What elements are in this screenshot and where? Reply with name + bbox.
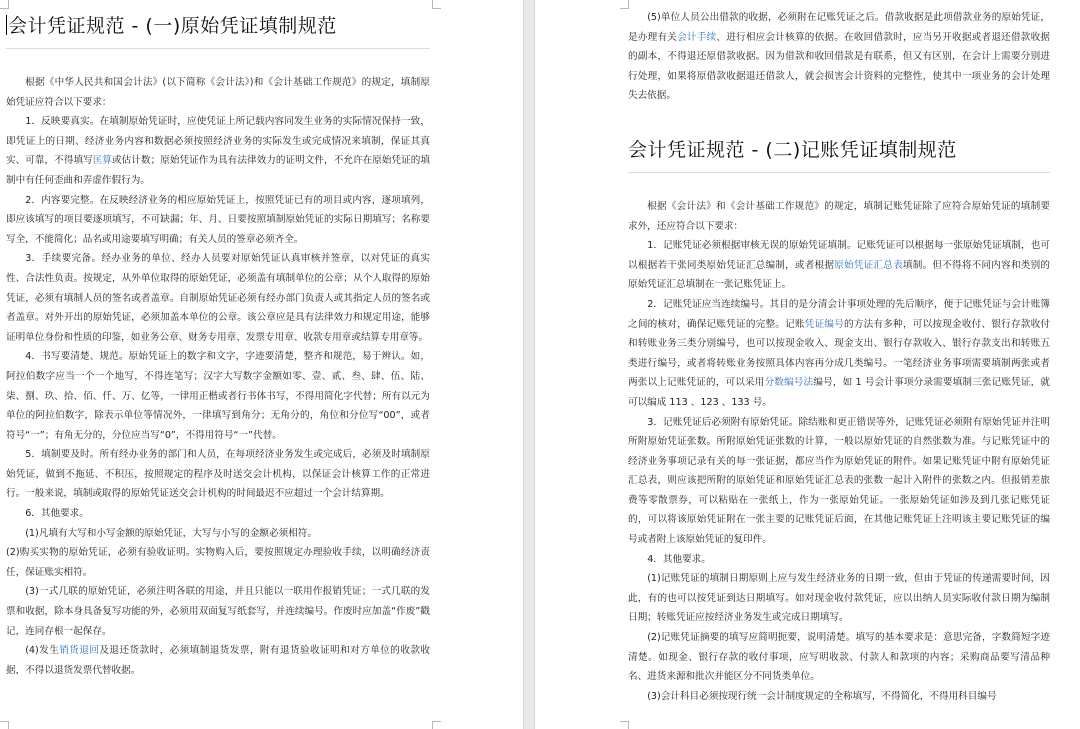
hyperlink[interactable]: 凭证编号 bbox=[804, 318, 845, 330]
paragraph-text: 根据《中华人民共和国会计法》(以下简称《会计法》)和《会计基础工作规范》的规定，填制原始凭证应符合以下要求： bbox=[6, 77, 430, 108]
paragraph bbox=[628, 295, 1050, 413]
paragraph bbox=[6, 641, 430, 680]
paragraph-text: (4)发生 bbox=[25, 645, 60, 657]
paragraph-text: 、进行相应会计核算的依据。在收回借款时，应当另开收据或者退还借款收据的副本，不得退还原借款收据。因为借款和收回借款是有联系，但又有区别，在会计上需要分别进行处理，如果将原借款收据退还借款人，就会损害会计资料的完整性，使其中一项业务的会计处理失去依据。 bbox=[628, 31, 1051, 102]
page-corner-mark bbox=[432, 721, 441, 729]
paragraph bbox=[628, 413, 1050, 550]
paragraph-text: 6．其他要求。 bbox=[25, 508, 89, 520]
paragraph bbox=[628, 550, 1050, 570]
paragraph-text: (3)会计科目必须按现行统一会计制度规定的全称填写，不得简化，不得用科目编号 bbox=[647, 690, 997, 702]
paragraph-text: 编号，如 1 号会计事项分录需要填制三张记账凭证，就可以编成 113 、123 、133 号。 bbox=[628, 377, 1051, 408]
hyperlink[interactable]: 会计手续 bbox=[677, 31, 717, 43]
paragraph bbox=[6, 504, 430, 524]
paragraph bbox=[6, 543, 430, 582]
paragraph bbox=[6, 191, 430, 250]
paragraph-text: 的方法有多种，可以按现金收付、银行存款收付和转账业务三类分别编号，也可以按现金收入、现金支出、银行存款收入、银行存款支出和转账五类进行编号，或者将转账业务按照具体内容再分成几类编号。一笔经济业务事项需要填制两张或者两张以上记账凭证的，可以采用 bbox=[628, 318, 1051, 389]
page-text-area[interactable] bbox=[6, 12, 430, 680]
paragraph bbox=[6, 347, 430, 445]
paragraph-text: (5)单位人员公出借款的收据，必须附在记账凭证之后。借款收据是此项借款业务的原始凭证，是办理有关 bbox=[628, 12, 1050, 43]
page-separator bbox=[523, 0, 535, 729]
section-heading: 会计凭证规范 - (一)原始凭证填制规范 bbox=[6, 12, 430, 49]
section-heading: 会计凭证规范 - (二)记账凭证填制规范 bbox=[628, 136, 1050, 173]
paragraph-text: 2．记账凭证应当连续编号。其目的是分清会计事项处理的先后顺序，便于记账凭证与会计账簿之间的核对，确保记账凭证的完整。记账 bbox=[628, 298, 1050, 330]
paragraph bbox=[628, 8, 1050, 106]
document-page-left bbox=[0, 0, 523, 729]
paragraph bbox=[6, 249, 430, 347]
paragraph-text: (3)一式几联的原始凭证，必须注明各联的用途，并且只能以一联用作报销凭证；一式几联的发票和收据，除本身具备复写功能的外，必须用双面复写纸套写，并连续编号。作废时应加盖“作废”戳记，连同存根一起保存。 bbox=[6, 586, 430, 637]
paragraph-text: 4．其他要求。 bbox=[647, 553, 711, 565]
text-cursor bbox=[6, 15, 7, 35]
page-corner-mark bbox=[0, 721, 9, 729]
paragraph bbox=[628, 236, 1050, 295]
page-text-area[interactable] bbox=[628, 8, 1050, 706]
paragraph bbox=[628, 197, 1050, 236]
hyperlink[interactable]: 销货退回 bbox=[59, 645, 100, 657]
paragraph bbox=[628, 687, 1050, 707]
hyperlink[interactable]: 匡算 bbox=[92, 155, 113, 167]
paragraph bbox=[628, 569, 1050, 628]
page-corner-mark bbox=[0, 0, 9, 9]
paragraph-list bbox=[628, 8, 1050, 106]
paragraph-text: 填制。但不得将不同内容和类别的原始凭证汇总填制在一张记账凭证上。 bbox=[628, 259, 1050, 291]
paragraph-text: (2)记账凭证摘要的填写应简明扼要，说明清楚。填写的基本要求是：意思完备，字数简短字迹清楚。如现金、银行存款的收付事项，应写明收款、付款人和款项的内容；采购商品要写清品种名、进货来源和批次并能区分不同货类单位。 bbox=[628, 632, 1050, 683]
document-page-right bbox=[535, 0, 1080, 729]
paragraph-text: 2．内容要完整。在反映经济业务的相应原始凭证上，按照凭证已有的项目或内容，逐项填列，即应该填写的项目要逐项填写，不可缺漏；年、月、日要按照填制原始凭证的实际日期填写；名称要写全，不能简化；品名或用途要填写明确；有关人员的签章必须齐全。 bbox=[6, 194, 430, 245]
hyperlink[interactable]: 原始凭证汇总表 bbox=[834, 259, 903, 271]
page-corner-mark bbox=[620, 721, 629, 729]
paragraph bbox=[628, 628, 1050, 687]
paragraph bbox=[6, 445, 430, 504]
page-corner-mark bbox=[432, 0, 441, 9]
paragraph-text: 4．书写要清楚、规范。原始凭证上的数字和文字，字迹要清楚，整齐和规范，易于辨认。如，阿拉伯数字应当一个一个地写，不得连笔写；汉字大写数字金额如零、壹、贰、叁、肆、伍、陆、柒、捌、玖、拾、佰、仟、万、亿等，一律用正楷或者行书体书写，不得用简化字代替；所有以元为单位的阿拉伯数字，除表示单位等情况外，一律填写到角分；无角分的，角位和分位写“00”，或者符号“一”；有角无分的，分位应当写“0”，不得用符号“一”代替。 bbox=[6, 351, 430, 441]
paragraph bbox=[6, 524, 430, 544]
paragraph-list bbox=[628, 197, 1050, 706]
paragraph-text: (2)购买实物的原始凭证，必须有验收证明。实物购入后，要按照规定办理验收手续，以明确经济责任，保证账实相符。 bbox=[6, 547, 430, 578]
paragraph bbox=[6, 582, 430, 641]
paragraph-text: 1．反映要真实。在填制原始凭证时，应使凭证上所记载内容同发生业务的实际情况保持一致，即凭证上的日期、经济业务内容和数据必须按照经济业务的实际发生或完成情况来填制，保证其真实、可靠，不得填写 bbox=[6, 116, 430, 167]
paragraph-text: 根据《会计法》和《会计基础工作规范》的规定，填制记账凭证除了应符合原始凭证的填制要求外，还应符合以下要求： bbox=[628, 200, 1050, 232]
paragraph-list bbox=[6, 73, 430, 680]
hyperlink[interactable]: 分数编号法 bbox=[764, 377, 814, 389]
paragraph-text: 及退还货款时，必须填制退货发票，附有退货验收证明和对方单位的收款收据，不得以退货发票代替收据。 bbox=[6, 645, 430, 676]
paragraph-text: 5．填制要及时。所有经办业务的部门和人员，在每项经济业务发生或完成后，必须及时填制原始凭证，做到不拖延、不积压，按照规定的程序及时送交会计机构，以保证会计核算工作的正常进行。一般来说，填制或取得的原始凭证送交会计机构的时间最迟不应超过一个会计结算期。 bbox=[6, 449, 430, 500]
paragraph-text: 1．记账凭证必须根据审核无误的原始凭证填制。记账凭证可以根据每一张原始凭证填制，也可以根据若干张同类原始凭证汇总编制，或者根据 bbox=[628, 240, 1050, 271]
paragraph bbox=[6, 73, 430, 112]
paragraph-text: (1)凡填有大写和小写金额的原始凭证，大写与小写的金额必须相符。 bbox=[25, 527, 317, 539]
paragraph-text: 3．手续要完备。经办业务的单位、经办人员要对原始凭证认真审核并签章，以对凭证的真实性、合法性负责。按规定，从外单位取得的原始凭证，必须盖有填制单位的公章；从个人取得的原始凭证，必须有填制人员的签名或者盖章。自制原始凭证必须有经办部门负责人或其指定人员的签名或者盖章。对外开出的原始凭证，必须加盖本单位的公章。该公章应是具有法律效力和规定用途，能够证明单位身份和性质的印鉴，如业务公章、财务专用章、发票专用章、收款专用章或结算专用章等。 bbox=[6, 253, 430, 343]
paragraph-text: 或估计数；原始凭证作为具有法律效力的证明文件，不允许在原始凭证的填制中有任何歪曲和弄虚作假行为。 bbox=[6, 155, 431, 186]
paragraph-text: (1)记账凭证的填制日期原则上应与发生经济业务的日期一致，但由于凭证的传递需要时间，因此，有的也可以按凭证到达日期填写。如对现金收付款凭证，应以出纳人员实际收付款日期为编制日期；转账凭证应按经济业务发生或完成日期填写。 bbox=[628, 573, 1050, 624]
paragraph-text: 3．记账凭证后必须附有原始凭证。除结账和更正错误等外，记账凭证必须附有原始凭证并注明所附原始凭证张数。所附原始凭证张数的计算，一般以原始凭证的自然张数为准。与记账凭证中的经济业务事项记录有关的每一张证据，都应当作为原始凭证的附件。如果记账凭证中附有原始凭证汇总表，则应该把所附的原始凭证和原始凭证汇总表的张数一起计入附件的张数之内。但报销差旅费等零散票券，可以粘贴在一张纸上，作为一张原始凭证。一张原始凭证如涉及到几张记账凭证的，可以将该原始凭证附在一张主要的记账凭证后面，在其他记账凭证上注明该主要记账凭证的编号或者附上该原始凭证的复印件。 bbox=[628, 416, 1050, 546]
paragraph bbox=[6, 112, 430, 190]
